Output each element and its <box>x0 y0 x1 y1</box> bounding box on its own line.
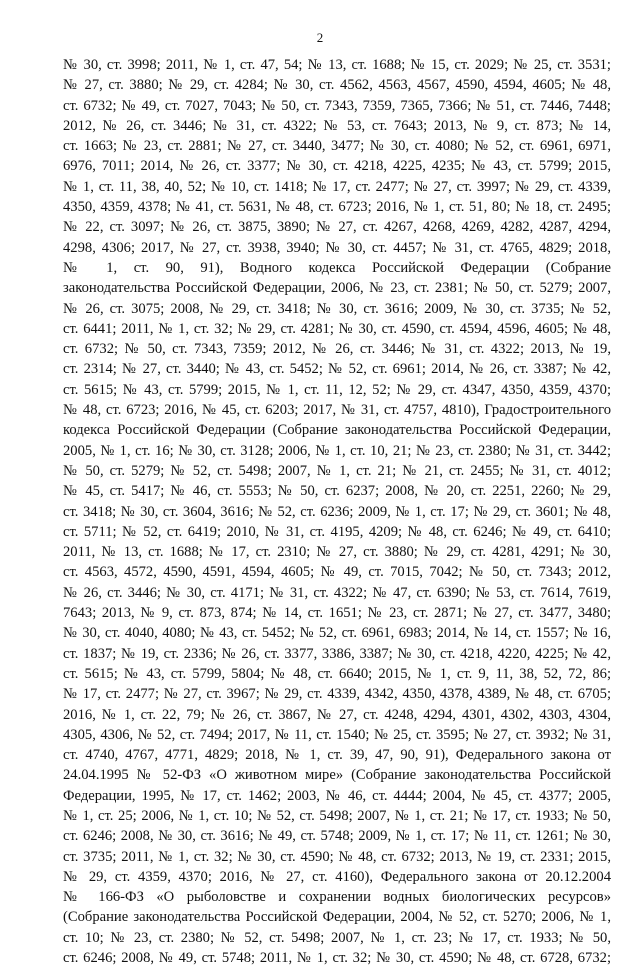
text-line: 2012, № 26, ст. 3446; № 31, ст. 4322; № 53, ст. 7643; 2013, № 9, ст. 873; № 14, <box>63 117 611 134</box>
text-line: (Собрание законодательства Российской Федерации, 2004, № 52, ст. 5270; 2006, № 1, <box>63 909 611 926</box>
text-line: ст. 5615; № 43, ст. 5799, 5804; № 48, ст. 6640; 2015, № 1, ст. 9, 11, 38, 52, 72, 86; <box>63 665 611 682</box>
text-line: ст. 1663; № 23, ст. 2881; № 27, ст. 3440, 3477; № 30, ст. 4080; № 52, ст. 6961, 6971, <box>63 138 611 155</box>
text-line: 24.04.1995 № 52-ФЗ «О животном мире» (Собрание законодательства Российской <box>63 767 611 784</box>
text-line: 6976, 7011; 2014, № 26, ст. 3377; № 30, ст. 4218, 4225, 4235; № 43, ст. 5799; 2015, <box>63 158 611 175</box>
text-line: № 166-ФЗ «О рыболовстве и сохранении водных биологических ресурсов» <box>63 889 611 906</box>
text-line: ст. 10; № 23, ст. 2380; № 52, ст. 5498; 2007, № 1, ст. 23; № 17, ст. 1933; № 50, <box>63 929 611 946</box>
text-line: 7643; 2013, № 9, ст. 873, 874; № 14, ст. 1651; № 23, ст. 2871; № 27, ст. 3477, 3480; <box>63 605 611 622</box>
text-line: ст. 5615; № 43, ст. 5799; 2015, № 1, ст. 11, 12, 52; № 29, ст. 4347, 4350, 4359, 4370; <box>63 381 611 398</box>
text-line: ст. 6732; № 50, ст. 7343, 7359; 2012, № 26, ст. 3446; № 31, ст. 4322; 2013, № 19, <box>63 341 611 358</box>
text-line: № 1, ст. 25; 2006, № 1, ст. 10; № 52, ст. 5498; 2007, № 1, ст. 21; № 17, ст. 1933; № 50, <box>63 807 611 824</box>
text-line: ст. 4740, 4767, 4771, 4829; 2018, № 1, ст. 39, 47, 90, 91), Федерального закона от <box>63 747 611 764</box>
text-line: 2016, № 1, ст. 22, 79; № 26, ст. 3867, № 27, ст. 4248, 4294, 4301, 4302, 4303, 4304, <box>63 706 611 723</box>
text-line: 4298, 4306; 2017, № 27, ст. 3938, 3940; № 30, ст. 4457; № 31, ст. 4765, 4829; 2018, <box>63 239 611 256</box>
text-line: № 30, ст. 4040, 4080; № 43, ст. 5452; № 52, ст. 6961, 6983; 2014, № 14, ст. 1557; № 16, <box>63 625 611 642</box>
text-line: № 26, ст. 3446; № 30, ст. 4171; № 31, ст. 4322; № 47, ст. 6390; № 53, ст. 7614, 7619, <box>63 584 611 601</box>
text-line: ст. 1837; № 19, ст. 2336; № 26, ст. 3377, 3386, 3387; № 30, ст. 4218, 4220, 4225; № 42, <box>63 645 611 662</box>
text-line: ст. 6246; 2008, № 30, ст. 3616; № 49, ст. 5748; 2009, № 1, ст. 17; № 11, ст. 1261; № 30, <box>63 828 611 845</box>
text-line: 4350, 4359, 4378; № 41, ст. 5631, № 48, ст. 6723; 2016, № 1, ст. 51, 80; № 18, ст. 2495; <box>63 199 611 216</box>
text-line: № 48, ст. 6723; 2016, № 45, ст. 6203; 2017, № 31, ст. 4757, 4810), Градостроительного <box>63 402 611 419</box>
text-line: 4305, 4306, № 52, ст. 7494; 2017, № 11, ст. 1540; № 25, ст. 3595; № 27, ст. 3932; № 31, <box>63 726 611 743</box>
text-line: № 22, ст. 3097; № 26, ст. 3875, 3890; № 27, ст. 4267, 4268, 4269, 4282, 4287, 4294, <box>63 219 611 236</box>
text-line: ст. 2314; № 27, ст. 3440; № 43, ст. 5452; № 52, ст. 6961; 2014, № 26, ст. 3387; № 42, <box>63 361 611 378</box>
text-line: № 29, ст. 4359, 4370; 2016, № 27, ст. 4160), Федерального закона от 20.12.2004 <box>63 868 611 885</box>
text-line: Федерации, 1995, № 17, ст. 1462; 2003, № 46, ст. 4444; 2004, № 45, ст. 4377; 2005, <box>63 787 611 804</box>
text-line: ст. 5711; № 52, ст. 6419; 2010, № 31, ст. 4195, 4209; № 48, ст. 6246; № 49, ст. 6410; <box>63 523 611 540</box>
text-line: 2011, № 13, ст. 1688; № 17, ст. 2310; № 27, ст. 3880; № 29, ст. 4281, 4291; № 30, <box>63 544 611 561</box>
text-line: № 50, ст. 5279; № 52, ст. 5498; 2007, № 1, ст. 21; № 21, ст. 2455; № 31, ст. 4012; <box>63 462 611 479</box>
text-line: ст. 3735; 2011, № 1, ст. 32; № 30, ст. 4590; № 48, ст. 6732; 2013, № 19, ст. 2331; 2015, <box>63 848 611 865</box>
text-line: № 26, ст. 3075; 2008, № 29, ст. 3418; № 30, ст. 3616; 2009, № 30, ст. 3735; № 52, <box>63 300 611 317</box>
text-line: ст. 6732; № 49, ст. 7027, 7043; № 50, ст. 7343, 7359, 7365, 7366; № 51, ст. 7446, 7448; <box>63 97 611 114</box>
text-line: ст. 4563, 4572, 4590, 4591, 4594, 4605; № 49, ст. 7015, 7042; № 50, ст. 7343; 2012, <box>63 564 611 581</box>
text-line: № 1, ст. 90, 91), Водного кодекса Российской Федерации (Собрание <box>63 259 611 276</box>
text-line: № 45, ст. 5417; № 46, ст. 5553; № 50, ст. 6237; 2008, № 20, ст. 2251, 2260; № 29, <box>63 483 611 500</box>
text-line: № 30, ст. 3998; 2011, № 1, ст. 47, 54; № 13, ст. 1688; № 15, ст. 2029; № 25, ст. 3531; <box>63 57 611 73</box>
text-line: кодекса Российской Федерации (Собрание законодательства Российской Федерации, <box>63 422 611 439</box>
text-line: № 17, ст. 2477; № 27, ст. 3967; № 29, ст. 4339, 4342, 4350, 4378, 4389, № 48, ст. 6705; <box>63 686 611 703</box>
text-line: 2005, № 1, ст. 16; № 30, ст. 3128; 2006, № 1, ст. 10, 21; № 23, ст. 2380; № 31, ст. 3442; <box>63 442 611 459</box>
text-line: № 27, ст. 3880; № 29, ст. 4284; № 30, ст. 4562, 4563, 4567, 4590, 4594, 4605; № 48, <box>63 77 611 94</box>
text-line: ст. 6246; 2008, № 49, ст. 5748; 2011, № 1, ст. 32; № 30, ст. 4590; № 48, ст. 6728, 6732; <box>63 950 611 967</box>
text-line: ст. 3418; № 30, ст. 3604, 3616; № 52, ст. 6236; 2009, № 1, ст. 17; № 29, ст. 3601; № 48, <box>63 503 611 520</box>
page-number: 2 <box>316 30 324 45</box>
text-line: № 1, ст. 11, 38, 40, 52; № 10, ст. 1418; № 17, ст. 2477; № 27, ст. 3997; № 29, ст. 4339, <box>63 178 611 195</box>
text-line: законодательства Российской Федерации, 2006, № 23, ст. 2381; № 50, ст. 5279; 2007, <box>63 280 611 297</box>
text-line: ст. 6441; 2011, № 1, ст. 32; № 29, ст. 4281; № 30, ст. 4590, ст. 4594, 4596, 4605; № 48, <box>63 320 611 337</box>
body-text <box>63 55 611 968</box>
